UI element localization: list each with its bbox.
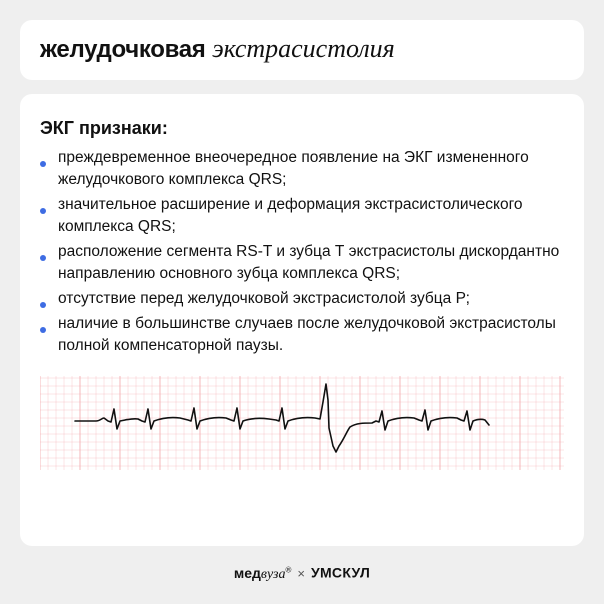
brand-medvuza-b: вуза [260, 566, 286, 582]
list-item [36, 313, 576, 357]
bullet-dot-icon [40, 208, 46, 214]
list-item [36, 147, 576, 191]
sign-text: расположение сегмента RS-T и зубца Т экстрасистолы дискордантно направлению основного зубца комплекса QRS; [58, 243, 560, 282]
ecg-strip [40, 376, 564, 470]
content-card [20, 94, 584, 546]
title-card [20, 20, 584, 80]
section-heading: ЭКГ признаки: [40, 118, 168, 138]
brand-separator: × [297, 565, 305, 581]
sign-text: отсутствие перед желудочковой экстрасистолой зубца Р; [58, 290, 470, 307]
brand-umskul: УМСКУЛ [310, 564, 371, 581]
bullet-dot-icon [40, 255, 46, 261]
title-italic: экстрасистолия [212, 34, 395, 63]
list-item [36, 288, 576, 310]
sign-text: преждевременное внеочередное появление на ЭКГ измененного желудочкового комплекса QRS; [58, 149, 529, 188]
footer-brands [0, 560, 604, 580]
sign-text: значительное расширение и деформация экстрасистолического комплекса QRS; [58, 196, 523, 235]
registered-mark: ® [285, 565, 292, 574]
brand-medvuza-a: мед [233, 564, 261, 581]
bullet-dot-icon [40, 302, 46, 308]
list-item [36, 241, 576, 285]
brand-medvuza [234, 565, 292, 581]
page-title [40, 34, 395, 65]
list-item [36, 194, 576, 238]
bullet-dot-icon [40, 327, 46, 333]
title-plain: желудочковая [40, 36, 206, 63]
ecg-signs-list [36, 147, 576, 360]
sign-text: наличие в большинстве случаев после желудочковой экстрасистолы полной компенсаторной паузы. [58, 315, 556, 354]
bullet-dot-icon [40, 161, 46, 167]
